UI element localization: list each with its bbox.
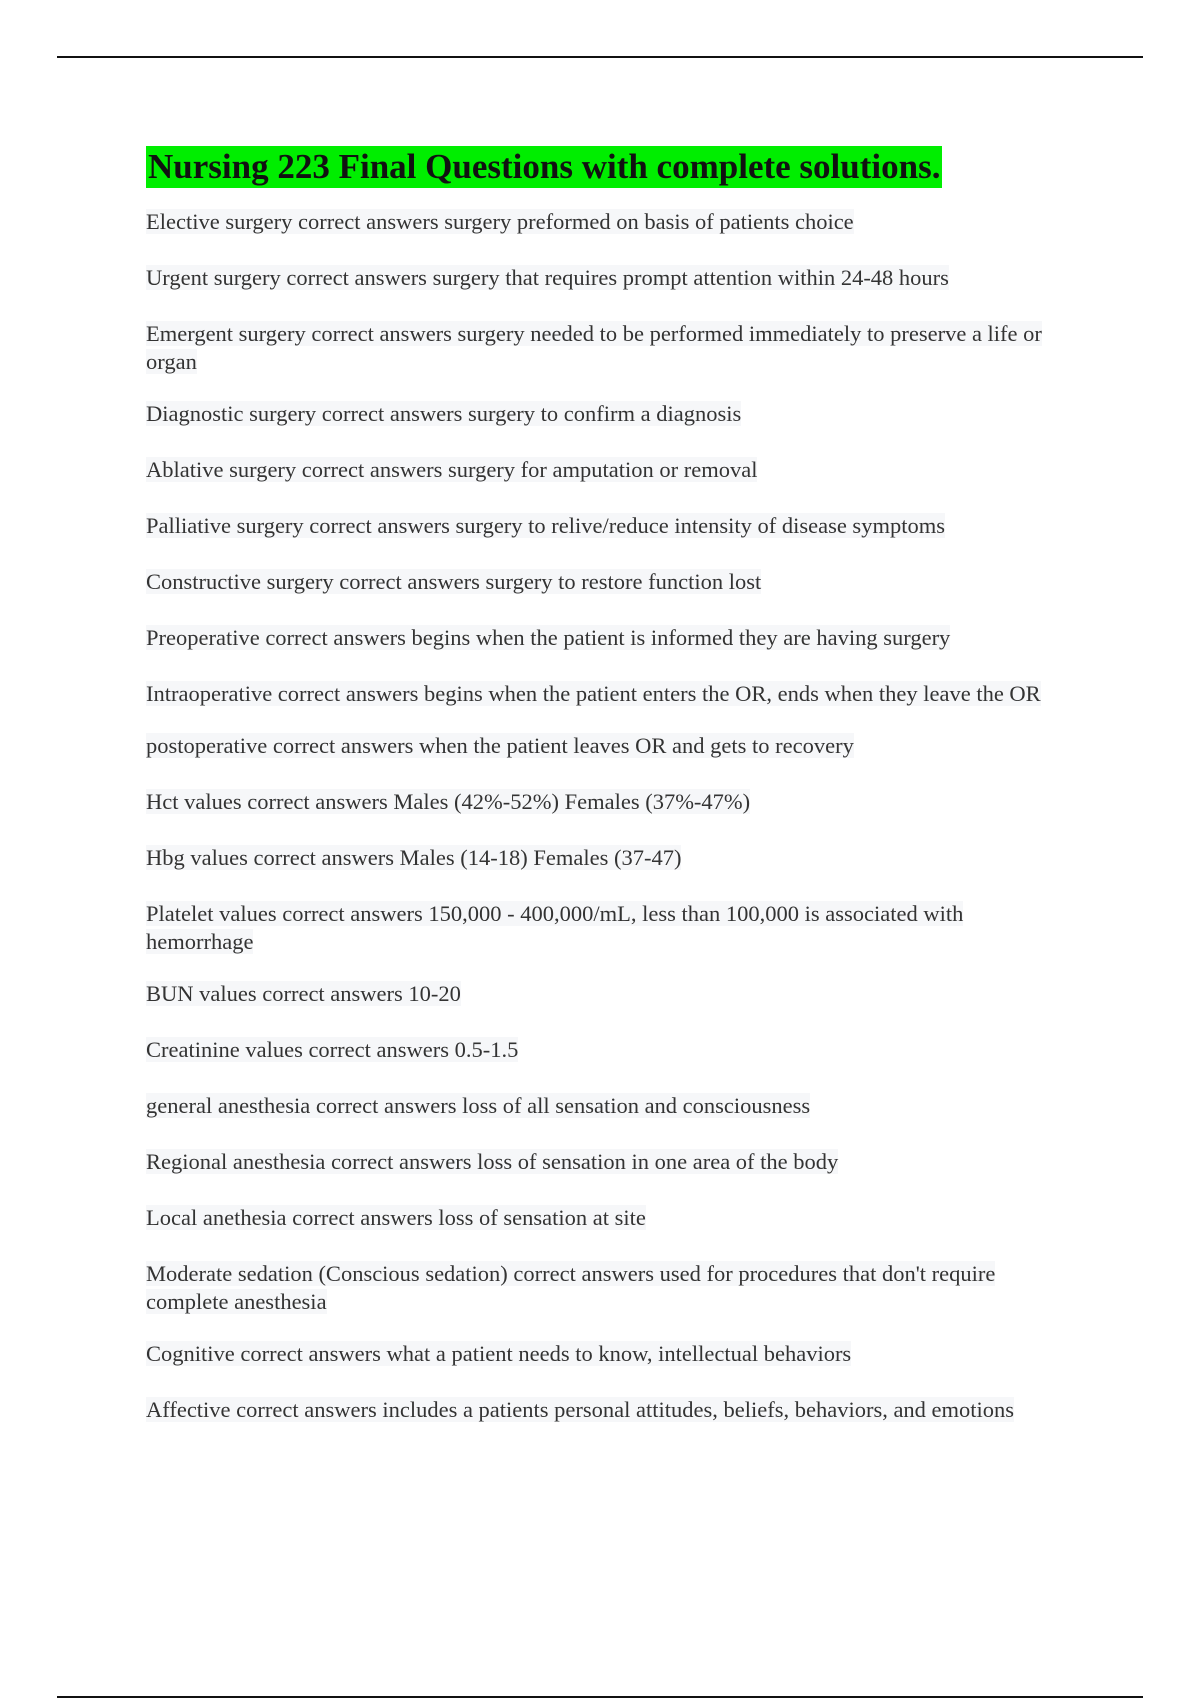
qa-item: Preoperative correct answers begins when the patient is informed they are having surgery	[146, 625, 951, 650]
qa-item: Creatinine values correct answers 0.5-1.5	[146, 1037, 519, 1062]
qa-item: Ablative surgery correct answers surgery for amputation or removal	[146, 457, 758, 482]
qa-item: Elective surgery correct answers surgery preformed on basis of patients choice	[146, 209, 854, 234]
qa-item: Cognitive correct answers what a patient needs to know, intellectual behaviors	[146, 1341, 852, 1366]
qa-item: Affective correct answers includes a patients personal attitudes, beliefs, behaviors, and emotions	[146, 1397, 1015, 1422]
qa-item: Platelet values correct answers 150,000 - 400,000/mL, less than 100,000 is associated with hemorrhage	[146, 901, 964, 954]
qa-item: Hct values correct answers Males (42%-52%) Females (37%-47%)	[146, 789, 751, 814]
qa-item: Moderate sedation (Conscious sedation) correct answers used for procedures that don't require complete anesthesia	[146, 1261, 996, 1314]
qa-item: Regional anesthesia correct answers loss of sensation in one area of the body	[146, 1149, 839, 1174]
qa-item: Constructive surgery correct answers surgery to restore function lost	[146, 569, 762, 594]
qa-item: Hbg values correct answers Males (14-18) Females (37-47)	[146, 845, 682, 870]
qa-item: Urgent surgery correct answers surgery that requires prompt attention within 24-48 hours	[146, 265, 949, 290]
qa-item: general anesthesia correct answers loss of all sensation and consciousness	[146, 1093, 811, 1118]
qa-item: postoperative correct answers when the patient leaves OR and gets to recovery	[146, 733, 854, 758]
qa-item: Local anethesia correct answers loss of sensation at site	[146, 1205, 646, 1230]
qa-item: Palliative surgery correct answers surgery to relive/reduce intensity of disease symptoms	[146, 513, 945, 538]
qa-item: Emergent surgery correct answers surgery needed to be performed immediately to preserve a life or organ	[146, 321, 1042, 374]
qa-item: BUN values correct answers 10-20	[146, 981, 461, 1006]
document-body	[146, 146, 1066, 1448]
qa-list	[146, 208, 1066, 1424]
document-title: Nursing 223 Final Questions with complete solutions.	[148, 147, 941, 186]
footer-rule	[57, 1696, 1143, 1698]
qa-item: Diagnostic surgery correct answers surgery to confirm a diagnosis	[146, 401, 742, 426]
header-rule	[57, 56, 1143, 58]
qa-item: Intraoperative correct answers begins when the patient enters the OR, ends when they leave the OR	[146, 681, 1041, 706]
